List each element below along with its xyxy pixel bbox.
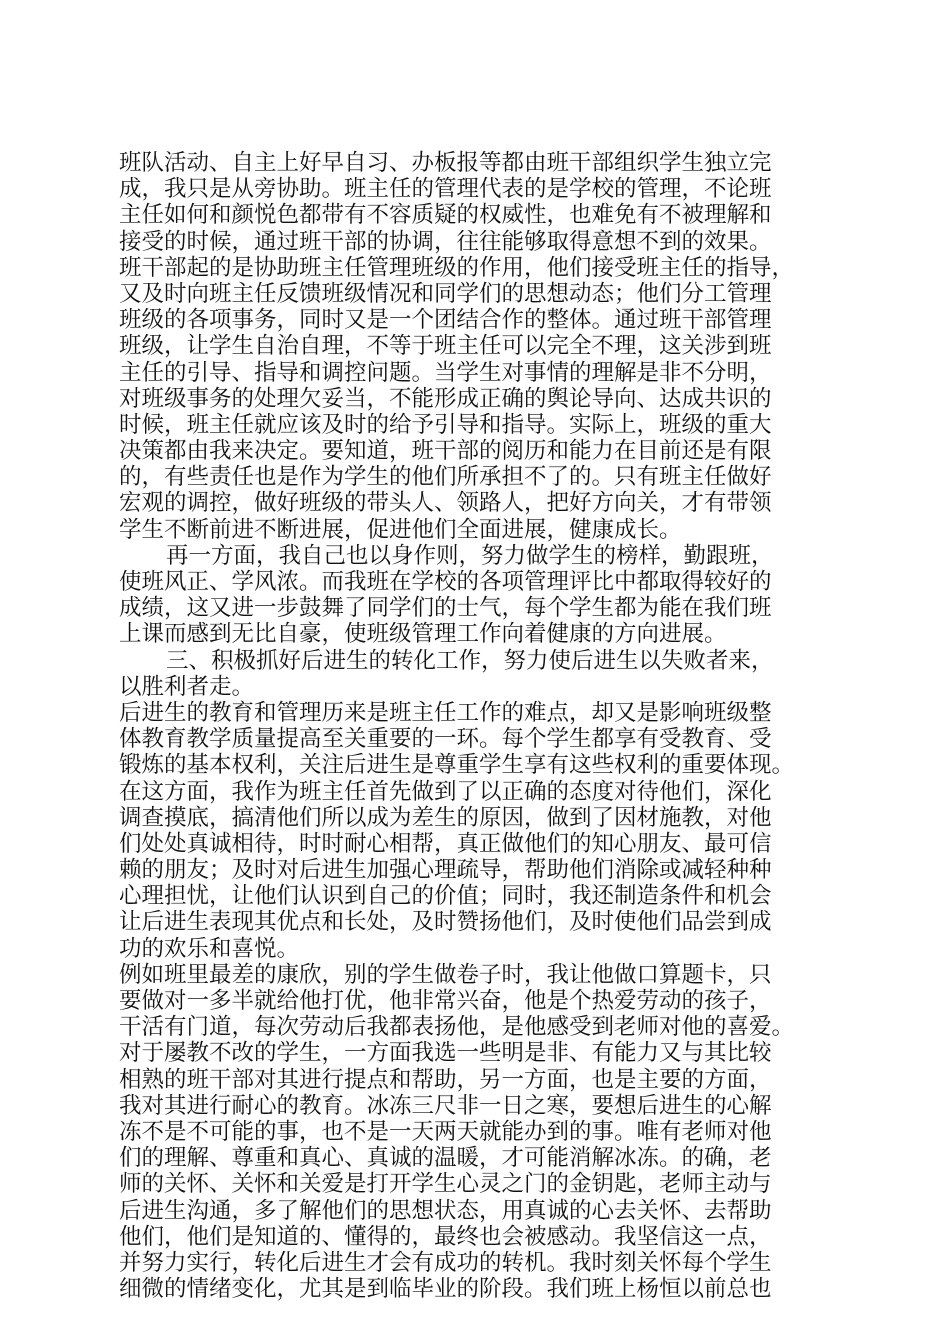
text-line: 调查摸底，搞清他们所以成为差生的原因，做到了因材施教，对他 — [119, 804, 772, 831]
text-line: 要做对一多半就给他打优，他非常兴奋，他是个热爱劳动的孩子， — [119, 988, 772, 1014]
text-line: 对班级事务的处理欠妥当，不能形成正确的舆论导向、达成共识的 — [119, 385, 772, 412]
text-line: 主任如何和颜悦色都带有不容质疑的权威性，也难免有不被理解和 — [119, 202, 772, 229]
text-line: 的，有些责任也是作为学生的他们所承担不了的。只有班主任做好 — [119, 464, 772, 491]
text-line: 后进生的教育和管理历来是班主任工作的难点，却又是影响班级整 — [119, 699, 772, 726]
text-line: 他们，他们是知道的、懂得的，最终也会被感动。我坚信这一点， — [119, 1223, 772, 1250]
section-heading-line: 以胜利者走。 — [119, 673, 255, 700]
text-line: 学生不断前进不断进展，促进他们全面进展，健康成长。 — [119, 516, 682, 543]
text-line: 宏观的调控，做好班级的带头人、领路人，把好方向关，才有带领 — [119, 490, 772, 517]
section-heading-line: 三、积极抓好后进生的转化工作，努力使后进生以失败者来， — [166, 647, 774, 674]
text-line: 锻炼的基本权利，关注后进生是尊重学生享有这些权利的重要体现。 — [119, 752, 795, 779]
text-line: 又及时向班主任反馈班级情况和同学们的思想动态；他们分工管理 — [119, 280, 772, 307]
text-line: 成绩，这又进一步鼓舞了同学们的士气，每个学生都为能在我们班 — [119, 595, 772, 622]
paragraph-start-line: 再一方面，我自己也以身作则，努力做学生的榜样，勤跟班， — [166, 542, 774, 569]
text-line: 例如班里最差的康欣，别的学生做卷子时，我让他做口算题卡，只 — [119, 961, 772, 988]
text-line: 们处处真诚相待，时时耐心相帮，真正做他们的知心朋友、最可信 — [119, 830, 772, 857]
text-line: 我对其进行耐心的教育。冰冻三尺非一日之寒，要想后进生的心解 — [119, 1092, 772, 1119]
text-line: 心理担忧，让他们认识到自己的价值；同时，我还制造条件和机会 — [119, 883, 772, 910]
text-line: 干活有门道，每次劳动后我都表扬他，是他感受到老师对他的喜爱。 — [119, 1014, 795, 1041]
text-line: 赖的朋友；及时对后进生加强心理疏导，帮助他们消除或减轻种种 — [119, 857, 772, 884]
text-line: 冻不是不可能的事，也不是一天两天就能办到的事。唯有老师对他 — [119, 1118, 772, 1145]
text-line: 在这方面，我作为班主任首先做到了以正确的态度对待他们，深化 — [119, 778, 772, 805]
text-line: 体教育教学质量提高至关重要的一环。每个学生都享有受教育、受 — [119, 726, 772, 753]
text-line: 成，我只是从旁协助。班主任的管理代表的是学校的管理，不论班 — [119, 176, 772, 203]
text-line: 班干部起的是协助班主任管理班级的作用，他们接受班主任的指导， — [119, 254, 795, 281]
text-line: 主任的引导、指导和调控问题。当学生对事情的理解是非不分明， — [119, 359, 772, 386]
text-line: 师的关怀、关怀和关爱是打开学生心灵之门的金钥匙，老师主动与 — [119, 1171, 772, 1198]
text-line: 决策都由我来决定。要知道，班干部的阅历和能力在目前还是有限 — [119, 438, 772, 465]
text-line: 时候，班主任就应该及时的给予引导和指导。实际上，班级的重大 — [119, 411, 772, 438]
text-line: 们的理解、尊重和真心、真诚的温暖，才可能消解冰冻。的确，老 — [119, 1145, 772, 1172]
text-line: 接受的时候，通过班干部的协调，往往能够取得意想不到的效果。 — [119, 228, 772, 255]
text-line: 班级的各项事务，同时又是一个团结合作的整体。通过班干部管理 — [119, 307, 772, 334]
text-line: 让后进生表现其优点和长处，及时赞扬他们，及时使他们品尝到成 — [119, 909, 772, 936]
body-text — [119, 150, 824, 1302]
text-line: 班队活动、自主上好早自习、办板报等都由班干部组织学生独立完 — [119, 150, 772, 176]
text-line: 上课而感到无比自豪，使班级管理工作向着健康的方向进展。 — [119, 621, 727, 648]
text-line: 后进生沟通，多了解他们的思想状态，用真诚的心去关怀、去帮助 — [119, 1197, 772, 1224]
text-line: 功的欢乐和喜悦。 — [119, 935, 300, 962]
text-line: 细微的情绪变化，尤其是到临毕业的阶段。我们班上杨恒以前总也 — [119, 1276, 772, 1303]
text-line: 使班风正、学风浓。而我班在学校的各项管理评比中都取得较好的 — [119, 569, 772, 595]
text-line: 班级，让学生自治自理，不等于班主任可以完全不理，这关涉到班 — [119, 333, 772, 360]
text-line: 并努力实行，转化后进生才会有成功的转机。我时刻关怀每个学生 — [119, 1249, 772, 1276]
text-line: 对于屡教不改的学生，一方面我选一些明是非、有能力又与其比较 — [119, 1040, 772, 1067]
text-line: 相熟的班干部对其进行提点和帮助，另一方面，也是主要的方面， — [119, 1066, 772, 1093]
